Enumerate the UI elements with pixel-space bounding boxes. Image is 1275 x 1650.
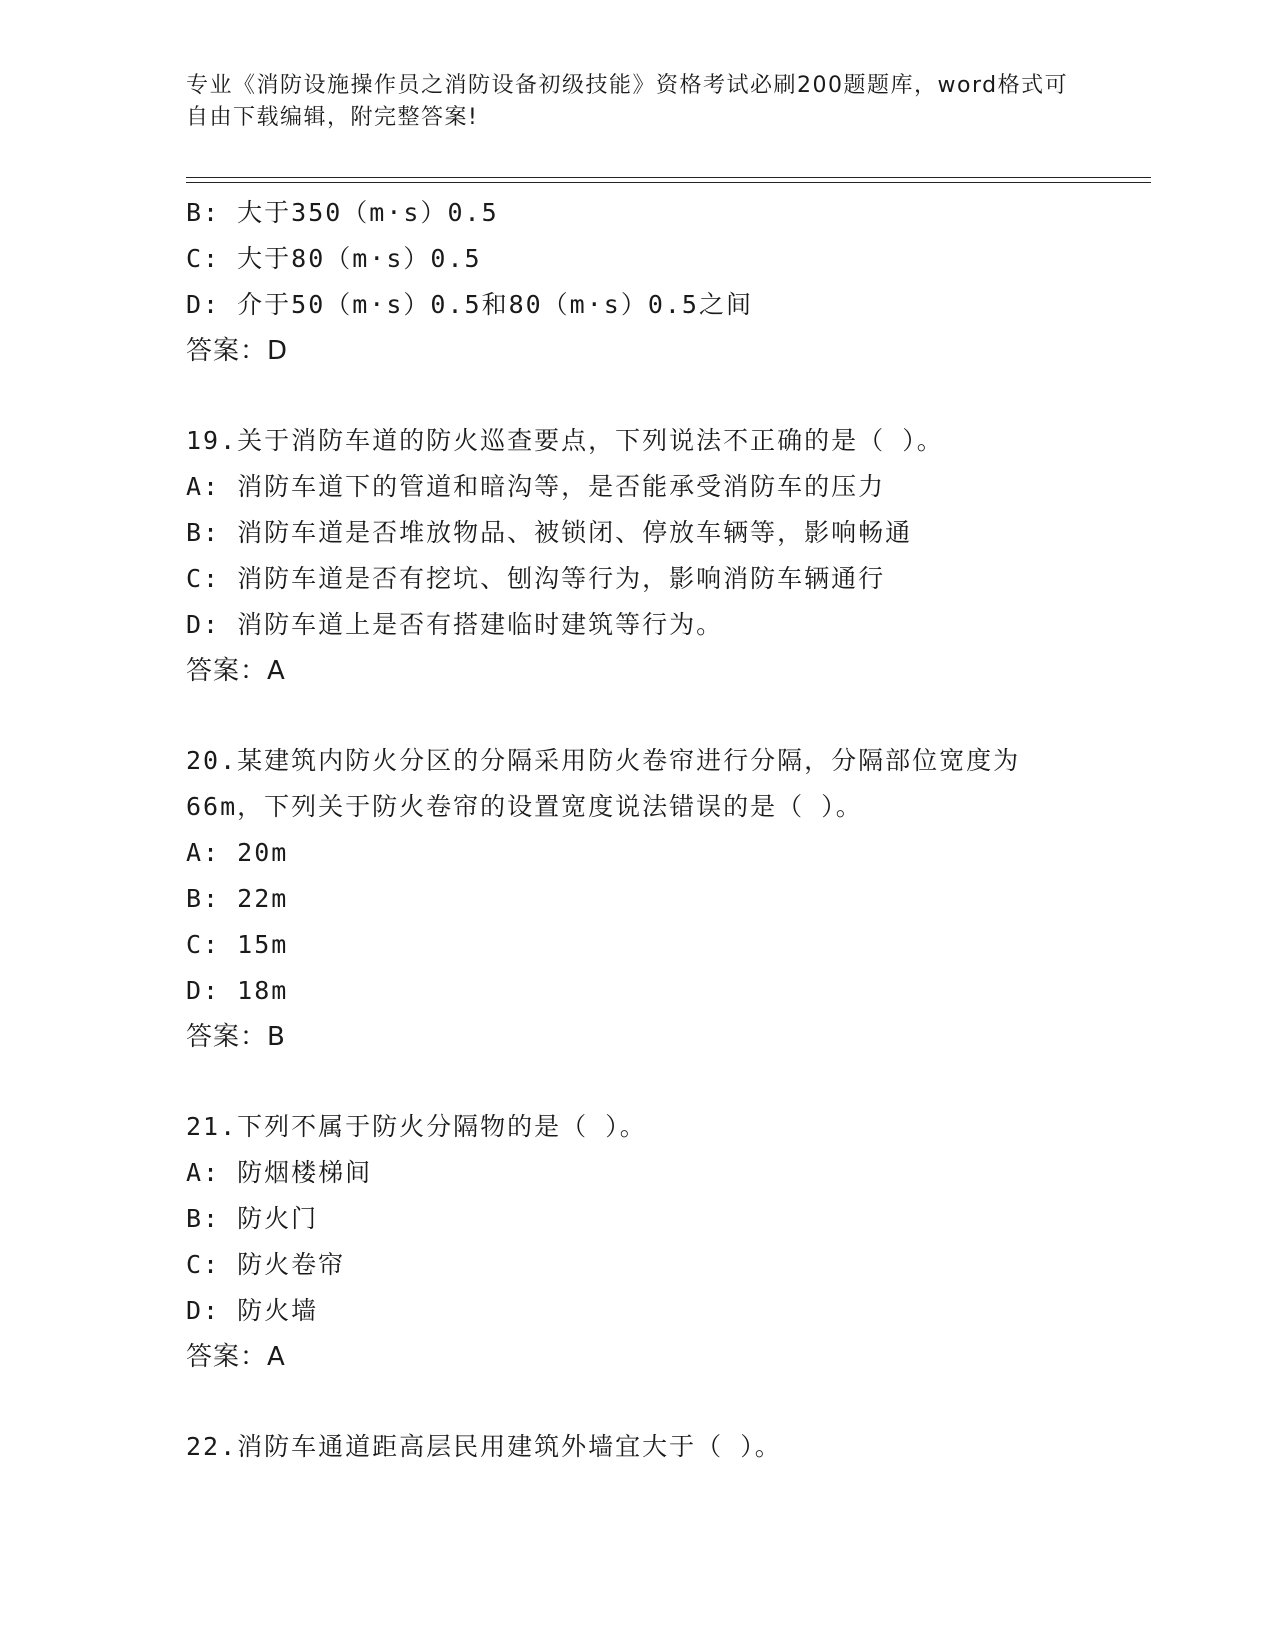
option-d: D: 介于50（m·s）0.5和80（m·s）0.5之间 [186,290,753,319]
answer: 答案：A [186,656,286,686]
question-stem: 21.下列不属于防火分隔物的是（ ）。 [186,1112,647,1141]
document-header [186,70,1086,134]
option-a: A: 防烟楼梯间 [186,1158,373,1187]
option-a: A: 消防车道下的管道和暗沟等，是否能承受消防车的压力 [186,472,886,501]
spacer [186,1380,1086,1424]
option-c: C: 15m [186,930,289,959]
option-d: D: 消防车道上是否有搭建临时建筑等行为。 [186,610,724,639]
question-22 [186,1424,1086,1470]
option-c: C: 消防车道是否有挖坑、刨沟等行为，影响消防车辆通行 [186,564,886,593]
spacer [186,694,1086,738]
option-b: B: 消防车道是否堆放物品、被锁闭、停放车辆等，影响畅通 [186,518,913,547]
option-d: D: 防火墙 [186,1296,319,1325]
option-b: B: 22m [186,884,289,913]
question-19 [186,418,1086,694]
question-list [186,190,1086,1470]
answer: 答案：A [186,1342,286,1372]
header-divider-bottom [186,182,1151,183]
header-title: 专业《消防设施操作员之消防设备初级技能》资格考试必刷200题题库，word格式可自由下载编辑，附完整答案! [186,73,1069,130]
answer: 答案：B [186,1022,286,1052]
option-b: B: 大于350（m·s）0.5 [186,198,499,227]
header-divider-top [186,177,1151,178]
spacer [186,374,1086,418]
option-b: B: 防火门 [186,1204,319,1233]
question-stem-line-2: 66m，下列关于防火卷帘的设置宽度说法错误的是（ ）。 [186,792,863,821]
question-18-tail [186,190,1086,374]
answer: 答案：D [186,336,289,366]
option-d: D: 18m [186,976,289,1005]
spacer [186,1060,1086,1104]
question-20 [186,738,1086,1060]
question-21 [186,1104,1086,1380]
question-stem: 22.消防车通道距高层民用建筑外墙宜大于（ ）。 [186,1432,782,1461]
option-c: C: 大于80（m·s）0.5 [186,244,482,273]
option-c: C: 防火卷帘 [186,1250,346,1279]
question-stem: 19.关于消防车道的防火巡查要点，下列说法不正确的是（ ）。 [186,426,944,455]
option-a: A: 20m [186,838,289,867]
question-stem-line-1: 20.某建筑内防火分区的分隔采用防火卷帘进行分隔，分隔部位宽度为 [186,746,1021,775]
